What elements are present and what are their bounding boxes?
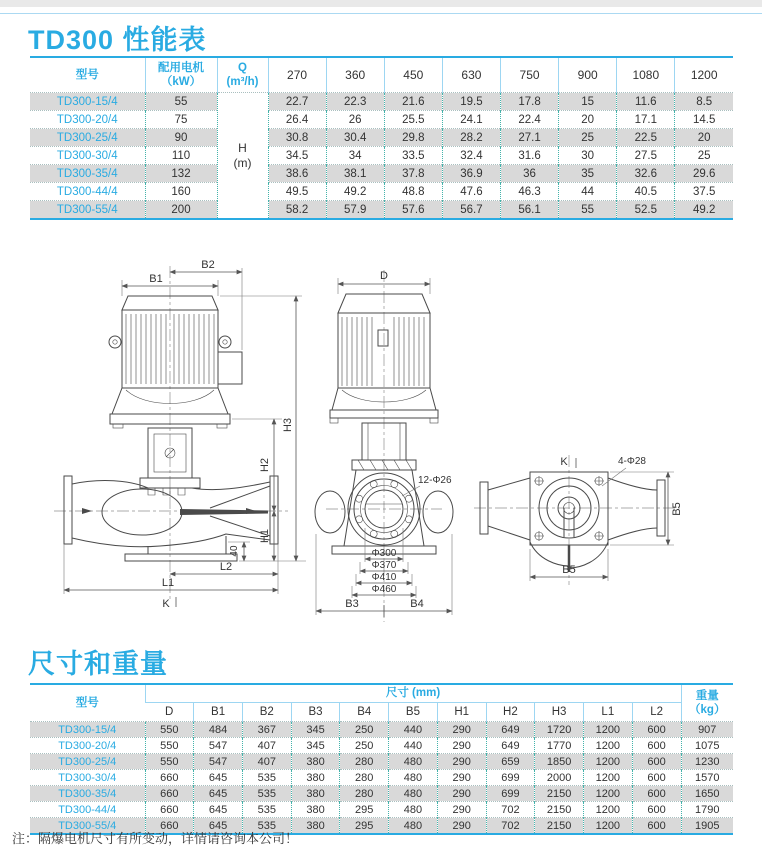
dim-value-cell: 659	[486, 754, 535, 770]
perf-head-value-cell: 29.6	[675, 165, 733, 183]
dim-label-b3: B3	[345, 598, 359, 610]
dimensions-table	[30, 683, 733, 835]
performance-table-header-row	[30, 57, 733, 93]
perf-model-cell: TD300-25/4	[30, 129, 145, 147]
dim-value-cell: 550	[145, 754, 194, 770]
terminal-box	[218, 352, 242, 384]
perf-head-value-cell: 37.5	[675, 183, 733, 201]
perf-head-value-cell: 38.6	[268, 165, 326, 183]
dim-value-cell: 2150	[535, 802, 584, 818]
dim-label-d370: Φ370	[371, 560, 397, 571]
perf-model-cell: TD300-15/4	[30, 93, 145, 111]
dim-row	[30, 802, 733, 818]
perf-head-value-cell: 57.6	[384, 201, 442, 220]
col-header-model: 型号	[30, 684, 145, 722]
perf-head-value-cell: 30	[559, 147, 617, 165]
col-header-flow: 750	[501, 57, 559, 93]
dim-value-cell: 1200	[583, 818, 632, 835]
col-header-dims-group: 尺寸 (mm)	[145, 684, 681, 703]
dim-value-cell: 649	[486, 738, 535, 754]
nameplate	[378, 330, 388, 346]
dim-weight-cell: 1230	[681, 754, 733, 770]
perf-head-value-cell: 29.8	[384, 129, 442, 147]
dim-value-cell: 480	[389, 786, 438, 802]
perf-head-value-cell: 22.5	[617, 129, 675, 147]
perf-motor-cell: 200	[145, 201, 217, 220]
perf-head-value-cell: 35	[559, 165, 617, 183]
perf-head-value-cell: 25	[559, 129, 617, 147]
perf-head-value-cell: 34.5	[268, 147, 326, 165]
perf-row	[30, 201, 733, 220]
dim-value-cell: 660	[145, 802, 194, 818]
dim-value-cell: 1200	[583, 786, 632, 802]
dim-value-cell: 660	[145, 818, 194, 835]
col-header-flow: 630	[442, 57, 500, 93]
col-header-flow: 1200	[675, 57, 733, 93]
col-header-flow: 900	[559, 57, 617, 93]
dim-value-cell: 484	[194, 722, 243, 738]
dim-label-k: K	[162, 598, 170, 610]
dim-label-b2: B2	[201, 259, 215, 271]
callout-bolt-holes: 12-Φ26	[418, 475, 452, 486]
technical-drawings	[30, 250, 730, 635]
dim-value-cell: 699	[486, 770, 535, 786]
perf-head-value-cell: 56.7	[442, 201, 500, 220]
dim-label-k: K	[560, 456, 568, 468]
perf-head-value-cell: 17.8	[501, 93, 559, 111]
perf-head-value-cell: 25	[675, 147, 733, 165]
dim-value-cell: 660	[145, 770, 194, 786]
perf-model-cell: TD300-35/4	[30, 165, 145, 183]
page-top-strip	[0, 0, 762, 7]
dim-value-cell: 1200	[583, 738, 632, 754]
col-header-dim: L1	[583, 703, 632, 722]
perf-head-value-cell: 8.5	[675, 93, 733, 111]
perf-head-value-cell: 17.1	[617, 111, 675, 129]
perf-head-unit-cell: H (m)	[217, 93, 268, 220]
dim-value-cell: 550	[145, 738, 194, 754]
dim-value-cell: 290	[437, 786, 486, 802]
dim-value-cell: 645	[194, 786, 243, 802]
perf-head-value-cell: 26	[326, 111, 384, 129]
col-header-dim: H2	[486, 703, 535, 722]
dim-row	[30, 786, 733, 802]
dim-value-cell: 290	[437, 754, 486, 770]
dim-model-cell: TD300-25/4	[30, 754, 145, 770]
perf-head-value-cell: 40.5	[617, 183, 675, 201]
dim-value-cell: 1200	[583, 754, 632, 770]
dim-label-h2: H2	[259, 457, 271, 473]
dim-value-cell: 535	[242, 802, 291, 818]
perf-head-value-cell: 49.2	[326, 183, 384, 201]
perf-motor-cell: 132	[145, 165, 217, 183]
perf-head-value-cell: 32.6	[617, 165, 675, 183]
dim-weight-cell: 907	[681, 722, 733, 738]
dim-row	[30, 738, 733, 754]
dim-value-cell: 1720	[535, 722, 584, 738]
perf-row	[30, 183, 733, 201]
dim-model-cell: TD300-35/4	[30, 786, 145, 802]
col-header-dim: B3	[291, 703, 340, 722]
perf-head-value-cell: 49.2	[675, 201, 733, 220]
perf-head-value-cell: 52.5	[617, 201, 675, 220]
perf-head-value-cell: 21.6	[384, 93, 442, 111]
col-header-flow: 270	[268, 57, 326, 93]
dim-value-cell: 295	[340, 818, 389, 835]
dim-value-cell: 250	[340, 738, 389, 754]
perf-head-value-cell: 46.3	[501, 183, 559, 201]
dim-value-cell: 290	[437, 722, 486, 738]
dim-row	[30, 754, 733, 770]
perf-model-cell: TD300-30/4	[30, 147, 145, 165]
dim-weight-cell: 1075	[681, 738, 733, 754]
dim-weight-cell: 1905	[681, 818, 733, 835]
perf-head-value-cell: 28.2	[442, 129, 500, 147]
perf-head-value-cell: 15	[559, 93, 617, 111]
col-header-q: Q (m³/h)	[217, 57, 268, 93]
performance-table	[30, 56, 733, 220]
perf-head-value-cell: 20	[559, 111, 617, 129]
perf-head-value-cell: 31.6	[501, 147, 559, 165]
perf-motor-cell: 75	[145, 111, 217, 129]
dim-value-cell: 600	[632, 802, 681, 818]
dim-value-cell: 380	[291, 754, 340, 770]
divider-line	[0, 13, 762, 14]
dim-label-b1: B1	[149, 273, 163, 285]
dim-value-cell: 535	[242, 786, 291, 802]
perf-head-value-cell: 22.3	[326, 93, 384, 111]
dim-value-cell: 645	[194, 802, 243, 818]
footnote: 注：隔爆电机尺寸有所变动，详情请咨询本公司！	[12, 831, 299, 846]
dim-value-cell: 345	[291, 722, 340, 738]
dim-value-cell: 290	[437, 802, 486, 818]
dim-value-cell: 480	[389, 754, 438, 770]
col-header-flow: 450	[384, 57, 442, 93]
perf-head-value-cell: 27.1	[501, 129, 559, 147]
dim-value-cell: 480	[389, 802, 438, 818]
col-header-dim: D	[145, 703, 194, 722]
perf-head-value-cell: 47.6	[442, 183, 500, 201]
perf-model-cell: TD300-55/4	[30, 201, 145, 220]
dim-value-cell: 480	[389, 770, 438, 786]
perf-motor-cell: 110	[145, 147, 217, 165]
dim-model-cell: TD300-15/4	[30, 722, 145, 738]
dim-value-cell: 380	[291, 818, 340, 835]
dim-weight-cell: 1790	[681, 802, 733, 818]
dim-value-cell: 290	[437, 738, 486, 754]
col-header-weight: 重量 （kg）	[681, 684, 733, 722]
perf-head-value-cell: 36	[501, 165, 559, 183]
perf-head-value-cell: 58.2	[268, 201, 326, 220]
dimensions-table-header-row1	[30, 684, 733, 703]
dim-value-cell: 600	[632, 786, 681, 802]
dim-value-cell: 1200	[583, 770, 632, 786]
perf-head-value-cell: 48.8	[384, 183, 442, 201]
dim-value-cell: 380	[291, 770, 340, 786]
dim-value-cell: 250	[340, 722, 389, 738]
dim-label-d: D	[380, 270, 388, 282]
dim-value-cell: 702	[486, 818, 535, 835]
side-nozzle	[315, 491, 345, 533]
perf-head-value-cell: 55	[559, 201, 617, 220]
perf-row	[30, 129, 733, 147]
perf-model-cell: TD300-44/4	[30, 183, 145, 201]
dim-value-cell: 535	[242, 770, 291, 786]
perf-head-value-cell: 56.1	[501, 201, 559, 220]
perf-row	[30, 147, 733, 165]
dim-label-b5-bottom: B5	[562, 564, 576, 576]
dim-value-cell: 702	[486, 802, 535, 818]
dim-value-cell: 600	[632, 722, 681, 738]
dim-value-cell: 280	[340, 770, 389, 786]
dim-value-cell: 600	[632, 738, 681, 754]
perf-head-value-cell: 34	[326, 147, 384, 165]
perf-head-value-cell: 24.1	[442, 111, 500, 129]
dim-value-cell: 699	[486, 786, 535, 802]
dim-value-cell: 2150	[535, 818, 584, 835]
dim-value-cell: 600	[632, 818, 681, 835]
dim-label-h1: H1	[259, 528, 271, 544]
perf-head-value-cell: 14.5	[675, 111, 733, 129]
perf-head-value-cell: 20	[675, 129, 733, 147]
dim-label-b4: B4	[410, 598, 424, 610]
dim-row	[30, 770, 733, 786]
dim-value-cell: 1850	[535, 754, 584, 770]
col-header-dim: L2	[632, 703, 681, 722]
perf-head-value-cell: 49.5	[268, 183, 326, 201]
dim-value-cell: 1200	[583, 722, 632, 738]
dim-value-cell: 280	[340, 754, 389, 770]
perf-head-value-cell: 38.1	[326, 165, 384, 183]
drawing-side-view	[54, 259, 306, 610]
dim-value-cell: 407	[242, 738, 291, 754]
dim-value-cell: 1200	[583, 802, 632, 818]
perf-head-value-cell: 11.6	[617, 93, 675, 111]
dim-value-cell: 345	[291, 738, 340, 754]
perf-motor-cell: 160	[145, 183, 217, 201]
dim-value-cell: 547	[194, 754, 243, 770]
col-header-motor: 配用电机 （kW）	[145, 57, 217, 93]
dim-value-cell: 660	[145, 786, 194, 802]
dim-value-cell: 600	[632, 754, 681, 770]
perf-row	[30, 165, 733, 183]
perf-motor-cell: 55	[145, 93, 217, 111]
drawing-front-view	[315, 270, 453, 622]
dim-value-cell: 645	[194, 770, 243, 786]
dim-value-cell: 2000	[535, 770, 584, 786]
perf-head-value-cell: 36.9	[442, 165, 500, 183]
dim-label-h3: H3	[282, 417, 294, 433]
dim-value-cell: 550	[145, 722, 194, 738]
perf-head-value-cell: 33.5	[384, 147, 442, 165]
dim-label-d410: Φ410	[371, 572, 397, 583]
dim-row	[30, 722, 733, 738]
dim-value-cell: 547	[194, 738, 243, 754]
dim-value-cell: 645	[194, 818, 243, 835]
dim-value-cell: 480	[389, 818, 438, 835]
lifting-lug	[109, 336, 121, 348]
dim-value-cell: 600	[632, 770, 681, 786]
performance-section-title: TD300 性能表	[28, 25, 207, 55]
dim-value-cell: 295	[340, 802, 389, 818]
dim-weight-cell: 1650	[681, 786, 733, 802]
perf-head-value-cell: 27.5	[617, 147, 675, 165]
dim-value-cell: 649	[486, 722, 535, 738]
col-header-dim: B5	[389, 703, 438, 722]
dim-value-cell: 407	[242, 754, 291, 770]
dim-model-cell: TD300-20/4	[30, 738, 145, 754]
perf-head-value-cell: 19.5	[442, 93, 500, 111]
suction-flange	[64, 476, 72, 544]
dim-label-40: 40	[229, 545, 240, 557]
col-header-model: 型号	[30, 57, 145, 93]
dim-value-cell: 440	[389, 738, 438, 754]
perf-motor-cell: 90	[145, 129, 217, 147]
perf-head-value-cell: 44	[559, 183, 617, 201]
dim-label-d460: Φ460	[371, 584, 397, 595]
dim-value-cell: 380	[291, 786, 340, 802]
perf-head-value-cell: 37.8	[384, 165, 442, 183]
dim-value-cell: 290	[437, 770, 486, 786]
side-nozzle	[423, 491, 453, 533]
perf-head-value-cell: 30.8	[268, 129, 326, 147]
perf-head-value-cell: 25.5	[384, 111, 442, 129]
dim-label-l2: L2	[219, 561, 233, 573]
dim-value-cell: 535	[242, 818, 291, 835]
dim-model-cell: TD300-55/4	[30, 818, 145, 835]
lifting-lug	[219, 336, 231, 348]
col-header-dim: B4	[340, 703, 389, 722]
col-header-dim: B2	[242, 703, 291, 722]
perf-model-cell: TD300-20/4	[30, 111, 145, 129]
col-header-flow: 360	[326, 57, 384, 93]
dim-label-d300: Φ300	[371, 548, 397, 559]
callout-bolt-holes: 4-Φ28	[618, 456, 646, 467]
dimensions-section-title: 尺寸和重量	[28, 649, 168, 679]
perf-row	[30, 111, 733, 129]
perf-head-value-cell: 26.4	[268, 111, 326, 129]
perf-head-value-cell: 30.4	[326, 129, 384, 147]
dim-model-cell: TD300-44/4	[30, 802, 145, 818]
perf-head-value-cell: 22.4	[501, 111, 559, 129]
motor-fins	[342, 317, 424, 386]
dim-value-cell: 367	[242, 722, 291, 738]
dim-value-cell: 380	[291, 802, 340, 818]
perf-head-value-cell: 57.9	[326, 201, 384, 220]
base-plate	[125, 554, 237, 561]
perf-head-value-cell: 32.4	[442, 147, 500, 165]
dim-value-cell: 2150	[535, 786, 584, 802]
drawing-top-view	[474, 455, 683, 585]
dim-value-cell: 440	[389, 722, 438, 738]
dim-label-b5-right: B5	[671, 502, 683, 516]
col-header-dim: H3	[535, 703, 584, 722]
dim-value-cell: 290	[437, 818, 486, 835]
dim-weight-cell: 1570	[681, 770, 733, 786]
dim-model-cell: TD300-30/4	[30, 770, 145, 786]
col-header-dim: B1	[194, 703, 243, 722]
col-header-flow: 1080	[617, 57, 675, 93]
dim-value-cell: 1770	[535, 738, 584, 754]
perf-row	[30, 93, 733, 111]
col-header-dim: H1	[437, 703, 486, 722]
dim-label-l1: L1	[161, 577, 175, 589]
dim-value-cell: 280	[340, 786, 389, 802]
perf-head-value-cell: 22.7	[268, 93, 326, 111]
